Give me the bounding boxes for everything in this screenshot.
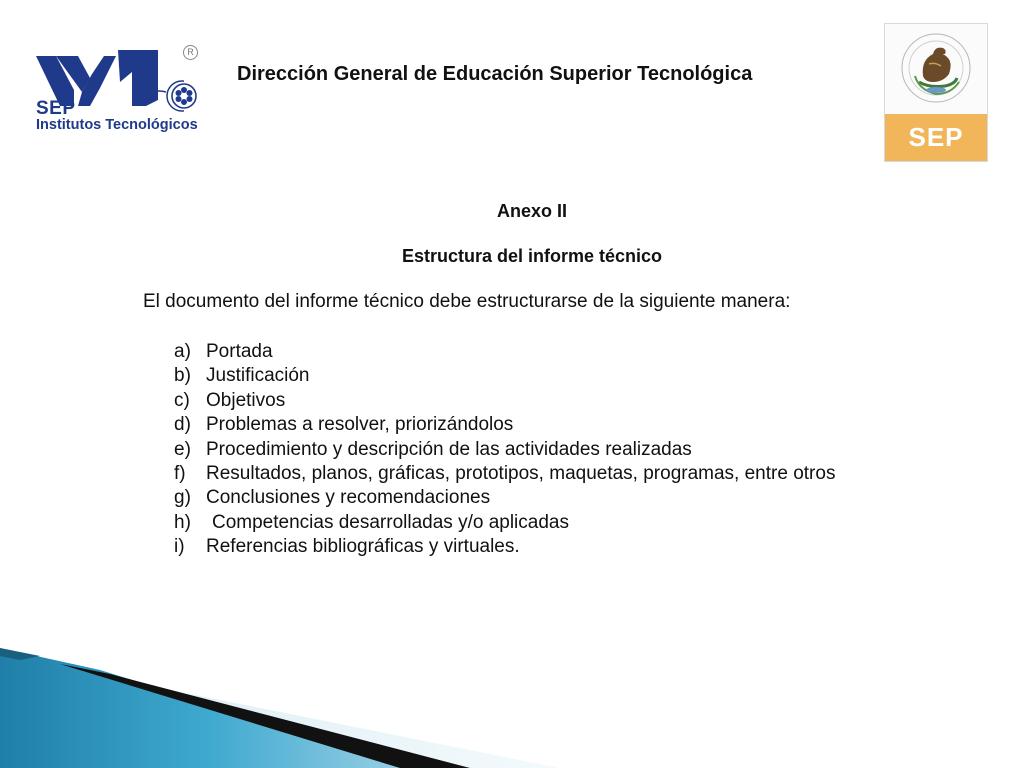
list-item-marker: e) (174, 438, 191, 460)
list-item-marker: g) (174, 487, 191, 509)
mexican-coat-of-arms-icon (885, 24, 987, 114)
list-item-marker: a) (174, 341, 191, 362)
sep-seal-label: SEP (885, 114, 987, 161)
flower-emblem-icon (170, 82, 198, 110)
list-item (174, 389, 835, 413)
decorative-footer-stripes (0, 640, 1024, 768)
sep-institutos-logo (34, 44, 214, 136)
list-item (174, 364, 835, 388)
list-item (174, 535, 835, 559)
list-item (174, 511, 835, 535)
list-item (174, 413, 835, 437)
list-item-marker: h) (174, 511, 191, 533)
logo-subtitle: Institutos Tecnológicos (36, 117, 198, 133)
list-item-text: Portada (206, 341, 273, 362)
list-item-marker: i) (174, 536, 185, 558)
sep-seal-logo (884, 23, 988, 162)
list-item (174, 438, 835, 462)
list-item-text: Justificación (206, 365, 310, 387)
structure-list (174, 340, 835, 560)
list-item-marker: f) (174, 462, 186, 484)
list-item-marker: b) (174, 365, 191, 387)
list-item-text: Procedimiento y descripción de las actividades realizadas (206, 438, 692, 460)
list-item-text: Resultados, planos, gráficas, prototipos, maquetas, programas, entre otros (206, 462, 836, 484)
annex-heading: Anexo II (496, 201, 567, 221)
list-item (174, 462, 835, 486)
list-item-text: Problemas a resolver, priorizándolos (206, 414, 514, 436)
list-item (174, 486, 835, 510)
header-title: Dirección General de Educación Superior Tecnológica (237, 63, 753, 85)
logo-brand-text: SEP (36, 98, 76, 119)
list-item-marker: c) (174, 389, 190, 411)
registered-mark: R (183, 45, 198, 60)
list-item-text: Competencias desarrolladas y/o aplicadas (212, 511, 569, 533)
list-item-marker: d) (174, 414, 191, 436)
list-item-text: Objetivos (206, 389, 286, 411)
document-title: Estructura del informe técnico (401, 246, 663, 266)
list-item-text: Referencias bibliográficas y virtuales. (206, 536, 520, 558)
list-item-text: Conclusiones y recomendaciones (206, 487, 491, 509)
coat-of-arms-area (885, 24, 987, 114)
list-item (174, 340, 835, 364)
intro-paragraph: El documento del informe técnico debe estructurarse de la siguiente manera: (143, 291, 791, 312)
